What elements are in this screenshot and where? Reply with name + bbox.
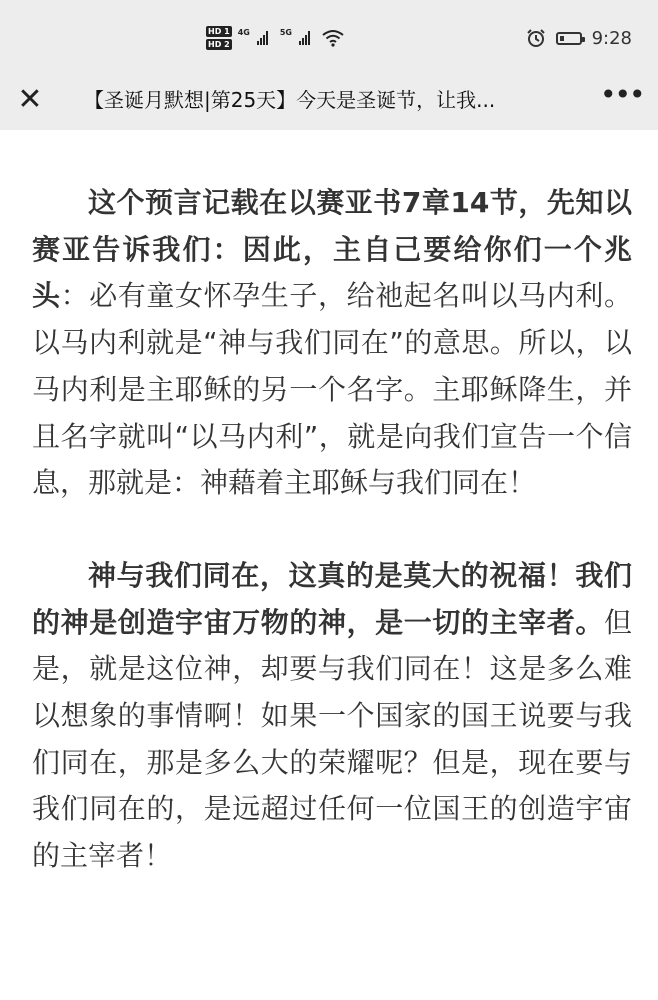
close-icon[interactable]: ✕ [17,82,43,117]
hd2-badge: HD 2 [208,40,230,49]
network-type-2: 5G [279,27,292,37]
paragraph-1-text: ：必有童女怀孕生子，给祂起名叫以马内利。以马内利就是“神与我们同在”的意思。所以，以马内利是主耶稣的另一个名字。主耶稣降生，并且名字就叫“以马内利”，就是向我们宣告一个信息，那就是：神藉着主耶稣与我们同在！ [32,279,632,500]
more-options-icon[interactable]: ••• [600,78,644,111]
article-paragraph-2 [32,553,632,880]
hd1-badge: HD 1 [208,27,230,36]
top-nav-bar [0,72,658,130]
alarm-icon [526,28,546,48]
signal-indicators [206,22,344,54]
network-type-1: 4G [237,27,250,37]
article-body [32,180,632,880]
clock-time: 9:28 [591,27,632,49]
page-title: 【圣诞月默想|第25天】今天是圣诞节，让我... [84,88,496,112]
status-right [526,24,632,52]
signal-bars-2-icon [299,31,310,45]
article-paragraph-1 [32,180,632,507]
paragraph-1-emphasis: 这个预言记载在以赛亚书7章14节，先知以赛亚告诉我们：因此，主自己要给你们一个兆头 [32,186,632,313]
status-bar [0,0,658,72]
hd-badges [206,26,232,50]
paragraph-gap [32,507,632,553]
paragraph-2-text: 但是，就是这位神，却要与我们同在！这是多么难以想象的事情啊！如果一个国家的国王说要与我们同在，那是多么大的荣耀呢？但是，现在要与我们同在的，是远超过任何一位国王的创造宇宙的主宰者！ [32,605,632,873]
signal-bars-1-icon [257,31,268,45]
paragraph-2-emphasis: 神与我们同在，这真的是莫大的祝福！我们的神是创造宇宙万物的神，是一切的主宰者。 [32,558,632,639]
wifi-icon [322,29,344,47]
battery-icon [556,32,582,45]
